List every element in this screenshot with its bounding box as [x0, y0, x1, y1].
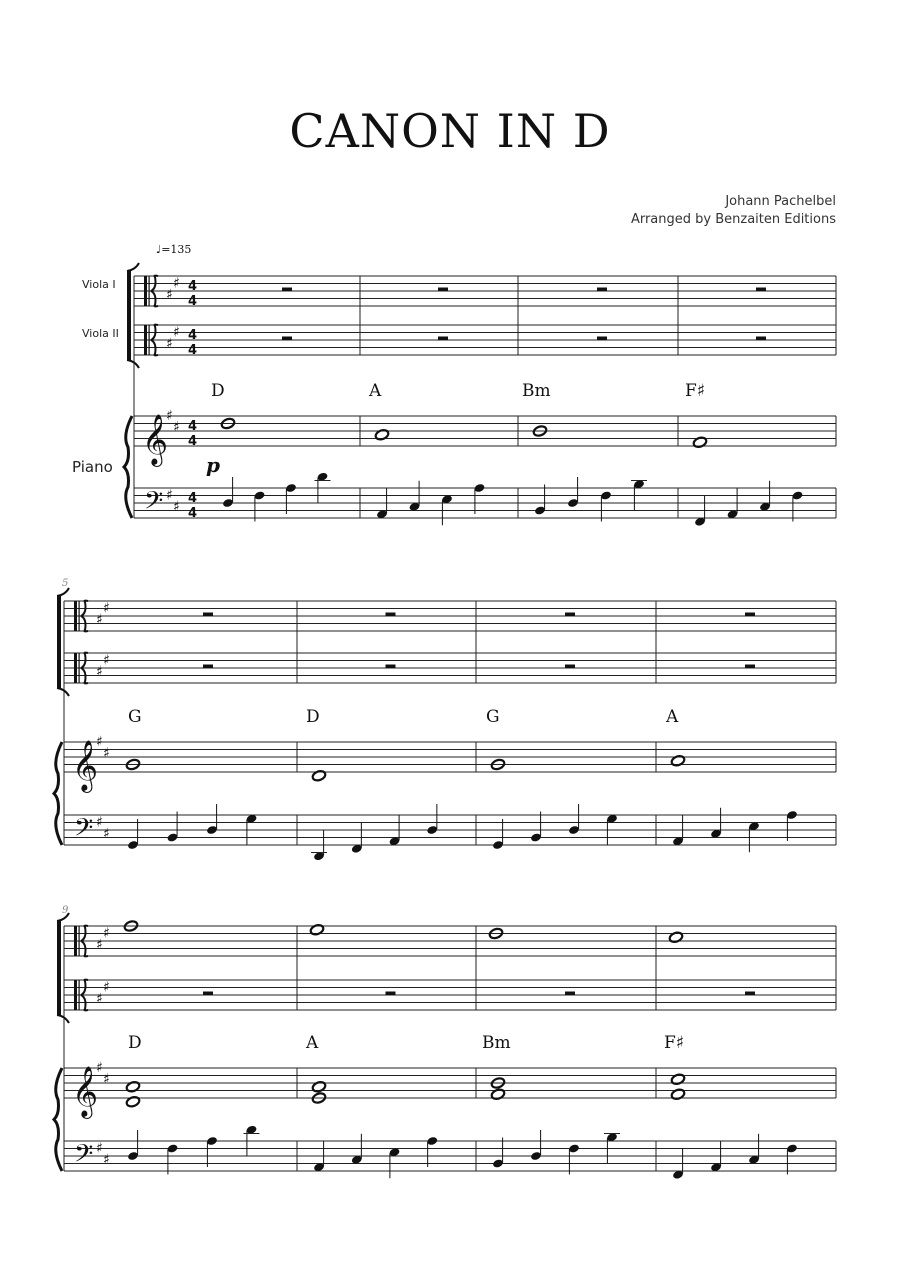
whole-note: [692, 436, 707, 449]
whole-note: [670, 1073, 685, 1086]
measure-number: 5: [62, 578, 69, 589]
sharp-icon: ♯: [103, 1151, 110, 1168]
whole-note: [311, 769, 326, 782]
time-signature: 4: [188, 491, 198, 506]
staff-bracket: [57, 596, 61, 688]
time-signature: 4: [188, 343, 198, 358]
sharp-icon: ♯: [166, 487, 173, 504]
alto-clef-icon: [79, 601, 80, 631]
bass-clef-icon: 𝄢: [144, 486, 164, 522]
chord-symbol: F♯: [664, 1033, 685, 1053]
sharp-icon: ♯: [166, 408, 173, 424]
arranger: Arranged by Benzaiten Editions: [630, 212, 836, 227]
time-signature: 4: [188, 506, 198, 521]
score-title: CANON IN D: [289, 104, 611, 158]
sharp-icon: ♯: [96, 611, 103, 628]
half-rest-icon: [282, 288, 292, 292]
sharp-icon: ♯: [103, 600, 110, 617]
piano-brace: [124, 416, 132, 518]
piano-brace: [54, 1068, 62, 1171]
sharp-icon: ♯: [103, 925, 110, 942]
sharp-icon: ♯: [173, 324, 180, 341]
treble-clef-icon: 𝄞: [142, 414, 169, 465]
viola1-label: Viola I: [82, 278, 116, 291]
time-signature: 4: [188, 328, 198, 343]
half-rest-icon: [386, 613, 396, 617]
sharp-icon: ♯: [173, 498, 180, 515]
sharp-icon: ♯: [166, 335, 173, 352]
half-rest-icon: [565, 665, 575, 669]
chord-symbol: G: [486, 707, 500, 727]
dynamic-marking: p: [206, 453, 220, 477]
sharp-icon: ♯: [103, 652, 110, 669]
treble-clef-icon: 𝄞: [72, 1066, 99, 1117]
half-rest-icon: [203, 992, 213, 996]
half-rest-icon: [745, 613, 755, 617]
chord-symbol: D: [306, 707, 320, 727]
sharp-icon: ♯: [96, 814, 103, 831]
bass-clef-icon: 𝄢: [74, 813, 94, 849]
tempo-marking: ♩=135: [156, 243, 192, 256]
chord-symbol: D: [211, 381, 225, 401]
sharp-icon: ♯: [166, 286, 173, 303]
viola2-label: Viola II: [82, 327, 119, 340]
alto-clef-icon: [79, 653, 80, 683]
half-rest-icon: [386, 992, 396, 996]
time-signature: 4: [188, 279, 198, 294]
alto-clef-icon: [79, 926, 80, 956]
sharp-icon: ♯: [173, 419, 180, 436]
half-rest-icon: [438, 337, 448, 341]
staff-bracket: [127, 271, 131, 360]
alto-clef-icon: [74, 926, 77, 956]
sharp-icon: ♯: [173, 275, 180, 292]
staff-bracket: [57, 913, 69, 921]
sharp-icon: ♯: [96, 1060, 103, 1076]
half-rest-icon: [438, 288, 448, 292]
whole-note: [374, 428, 389, 441]
half-rest-icon: [745, 992, 755, 996]
half-rest-icon: [565, 992, 575, 996]
treble-clef-icon: 𝄞: [72, 740, 99, 791]
sharp-icon: ♯: [103, 1071, 110, 1088]
sharp-icon: ♯: [103, 825, 110, 842]
chord-symbol: A: [369, 381, 382, 401]
alto-clef-icon: [144, 276, 147, 306]
half-rest-icon: [386, 665, 396, 669]
whole-note: [125, 1080, 140, 1093]
alto-clef-icon: [74, 980, 77, 1010]
staff-bracket: [57, 688, 69, 696]
chord-symbol: Bm: [522, 381, 551, 401]
piano-label: Piano: [72, 458, 113, 476]
half-rest-icon: [203, 665, 213, 669]
alto-clef-icon: [149, 325, 150, 355]
whole-note: [309, 923, 324, 936]
quarter-note-icon: ♩: [156, 243, 162, 256]
chord-symbol: F♯: [685, 381, 706, 401]
staff-bracket: [57, 588, 69, 596]
whole-note: [311, 1080, 326, 1093]
chord-symbol: Bm: [482, 1033, 511, 1053]
sharp-icon: ♯: [103, 979, 110, 996]
whole-note: [125, 1095, 140, 1108]
half-rest-icon: [597, 337, 607, 341]
half-rest-icon: [756, 337, 766, 341]
sharp-icon: ♯: [96, 734, 103, 750]
sharp-icon: ♯: [96, 990, 103, 1007]
half-rest-icon: [203, 613, 213, 617]
half-rest-icon: [756, 288, 766, 292]
chord-symbol: A: [666, 707, 679, 727]
time-signature: 4: [188, 434, 198, 449]
whole-note: [668, 931, 683, 944]
half-rest-icon: [565, 613, 575, 617]
time-signature: 4: [188, 294, 198, 309]
bass-clef-icon: 𝄢: [74, 1139, 94, 1175]
staff-bracket: [127, 263, 139, 271]
alto-clef-icon: [144, 325, 147, 355]
staff-bracket: [127, 360, 139, 368]
half-rest-icon: [282, 337, 292, 341]
alto-clef-icon: [149, 276, 150, 306]
whole-note: [490, 1088, 505, 1101]
alto-clef-icon: [74, 653, 77, 683]
chord-symbol: G: [128, 707, 142, 727]
alto-clef-icon: [79, 980, 80, 1010]
staff-bracket: [57, 1015, 69, 1023]
composer: Johann Pachelbel: [725, 194, 836, 209]
chord-symbol: D: [128, 1033, 142, 1053]
whole-note: [670, 1088, 685, 1101]
staff-bracket: [57, 921, 61, 1015]
sharp-icon: ♯: [96, 663, 103, 680]
sharp-icon: ♯: [96, 936, 103, 953]
sharp-icon: ♯: [96, 1140, 103, 1157]
time-signature: 4: [188, 419, 198, 434]
half-rest-icon: [597, 288, 607, 292]
chord-symbol: A: [306, 1033, 319, 1053]
alto-clef-icon: [74, 601, 77, 631]
whole-note: [670, 754, 685, 767]
measure-number: 9: [62, 905, 69, 916]
piano-brace: [54, 742, 62, 845]
half-rest-icon: [745, 665, 755, 669]
sharp-icon: ♯: [103, 745, 110, 762]
